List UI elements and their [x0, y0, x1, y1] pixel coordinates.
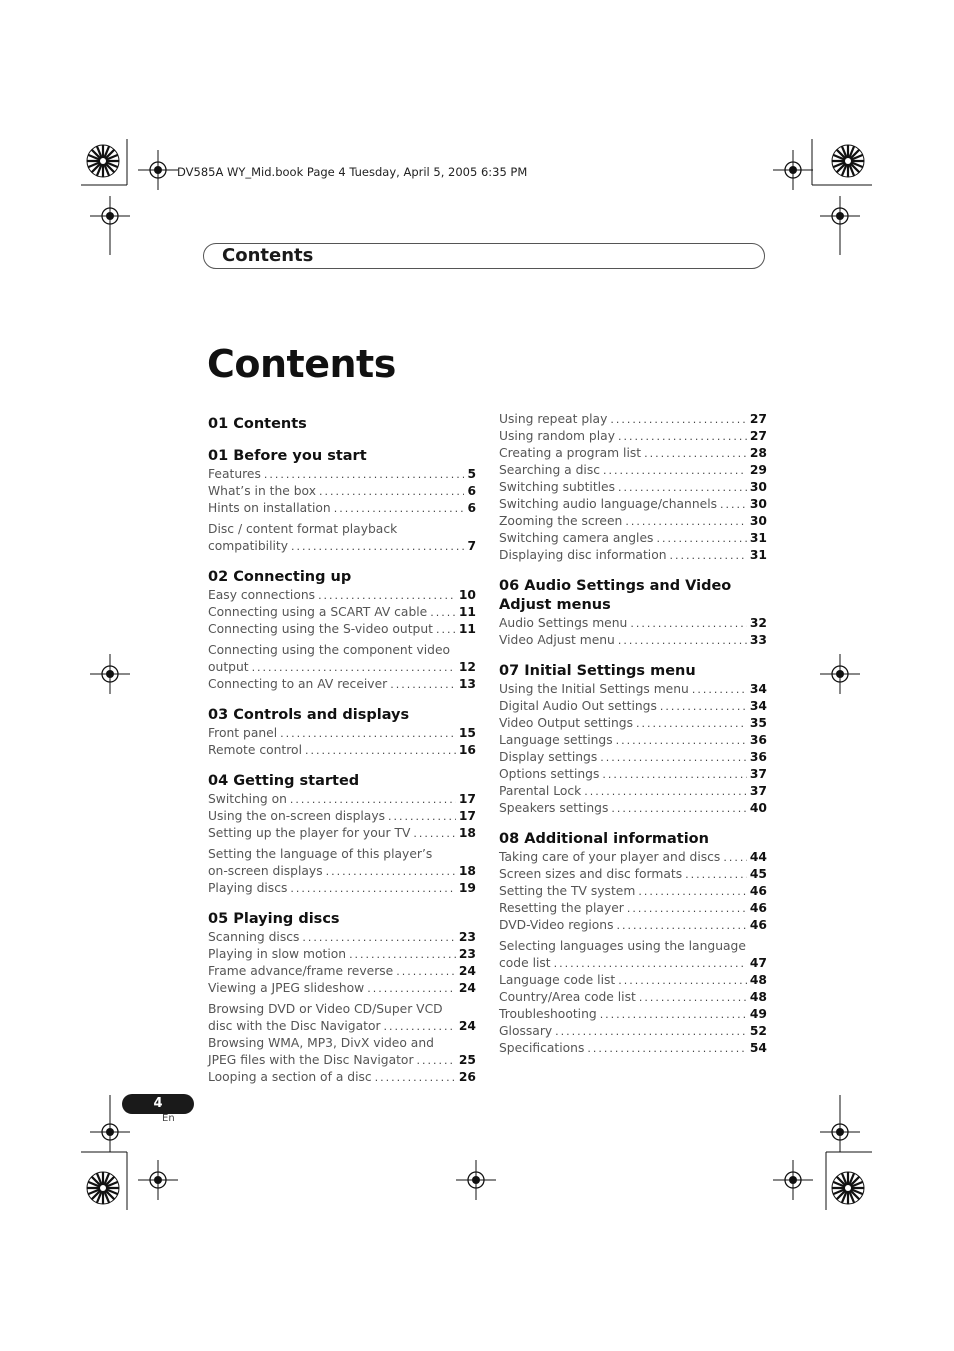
- toc-entry-text: Specifications: [499, 1041, 585, 1055]
- section-title: 02 Connecting up: [208, 569, 352, 585]
- leader-dots: [644, 445, 747, 462]
- leader-dots: [413, 825, 455, 842]
- toc-entry[interactable]: [499, 1006, 767, 1023]
- toc-entry-text: Easy connections: [208, 588, 316, 602]
- toc-entry[interactable]: [499, 849, 767, 866]
- leader-dots: [600, 1006, 747, 1023]
- toc-entry-text: Zooming the screen: [499, 514, 623, 528]
- toc-entry[interactable]: [208, 676, 476, 693]
- toc-entry[interactable]: [499, 698, 767, 715]
- leader-dots: [388, 808, 456, 825]
- toc-page-number: 24: [458, 1019, 476, 1033]
- toc-entry-text: Using the Initial Settings menu: [499, 682, 689, 696]
- leader-dots: [720, 496, 747, 513]
- toc-entry[interactable]: [499, 496, 767, 513]
- toc-entry[interactable]: [499, 615, 767, 632]
- toc-page-number: 28: [749, 446, 767, 460]
- toc-entry[interactable]: [499, 800, 767, 817]
- toc-page-number: 46: [749, 901, 767, 915]
- toc-entry-text: Frame advance/frame reverse: [208, 964, 394, 978]
- toc-entry[interactable]: [208, 980, 476, 997]
- leader-dots: [430, 604, 456, 621]
- leader-dots: [280, 725, 456, 742]
- toc-entry-text: Playing in slow motion: [208, 947, 347, 961]
- toc-entry-text: Connecting to an AV receiver: [208, 677, 388, 691]
- toc-entry[interactable]: [208, 483, 476, 500]
- toc-entry-text: on-screen displays: [208, 864, 323, 878]
- toc-page-number: 37: [749, 767, 767, 781]
- toc-page-number: 46: [749, 918, 767, 932]
- toc-entry-text: Setting the TV system: [499, 884, 636, 898]
- toc-entry-text: Connecting using the S-video output: [208, 622, 433, 636]
- toc-entry[interactable]: [208, 825, 476, 842]
- leader-dots: [723, 849, 747, 866]
- toc-entry[interactable]: [499, 783, 767, 800]
- leader-dots: [396, 963, 456, 980]
- toc-entry-text: Switching audio language/channels: [499, 497, 718, 511]
- leader-dots: [617, 917, 747, 934]
- toc-entry[interactable]: [208, 466, 476, 483]
- toc-entry[interactable]: [208, 604, 476, 621]
- leader-dots: [685, 866, 747, 883]
- leader-dots: [291, 538, 464, 555]
- toc-entry-text: Using repeat play: [499, 412, 608, 426]
- toc-left-column: [208, 411, 476, 1099]
- leader-dots: [264, 466, 465, 483]
- toc-entry-text: Using the on-screen displays: [208, 809, 386, 823]
- toc-right-column: [499, 411, 767, 1070]
- leader-dots: [602, 766, 746, 783]
- toc-entry-text: Language settings: [499, 733, 613, 747]
- leader-dots: [555, 1023, 747, 1040]
- toc-page-number: 26: [458, 1070, 476, 1084]
- toc-page-number: 32: [749, 616, 767, 630]
- toc-entry[interactable]: [208, 742, 476, 759]
- toc-entry-text: Screen sizes and disc formats: [499, 867, 683, 881]
- toc-entry[interactable]: [208, 946, 476, 963]
- toc-page-number: 36: [749, 750, 767, 764]
- toc-entry[interactable]: [499, 428, 767, 445]
- toc-entry-line: Connecting using the component video: [208, 643, 451, 657]
- toc-entry-text: Features: [208, 467, 261, 481]
- page-language: En: [162, 1113, 175, 1124]
- section-title: 01 Before you start: [208, 448, 367, 464]
- toc-entry[interactable]: [208, 929, 476, 946]
- toc-page-number: 17: [458, 792, 476, 806]
- toc-page-number: 54: [749, 1041, 767, 1055]
- toc-entry-text: output: [208, 660, 249, 674]
- toc-page-number: 13: [458, 677, 476, 691]
- toc-entry-text: Scanning discs: [208, 930, 300, 944]
- toc-page-number: 16: [458, 743, 476, 757]
- toc-section: [499, 411, 767, 564]
- toc-entry-line: Browsing WMA, MP3, DivX video and: [208, 1036, 434, 1050]
- toc-entry[interactable]: [208, 587, 476, 604]
- toc-page-number: 33: [749, 633, 767, 647]
- section-title: 01 Contents: [208, 416, 307, 432]
- toc-page-number: 48: [749, 973, 767, 987]
- toc-entry[interactable]: [499, 715, 767, 732]
- leader-dots: [318, 587, 456, 604]
- leader-dots: [611, 800, 747, 817]
- toc-entry[interactable]: [499, 479, 767, 496]
- toc-entry-text: Digital Audio Out settings: [499, 699, 657, 713]
- toc-entry-text: JPEG files with the Disc Navigator: [208, 1053, 414, 1067]
- toc-entry-text: Parental Lock: [499, 784, 582, 798]
- toc-page-number: 29: [749, 463, 767, 477]
- toc-entry-text: Options settings: [499, 767, 600, 781]
- toc-entry-text: Viewing a JPEG slideshow: [208, 981, 365, 995]
- section-title: 05 Playing discs: [208, 911, 340, 927]
- leader-dots: [302, 929, 455, 946]
- leader-dots: [627, 900, 747, 917]
- leader-dots: [603, 462, 747, 479]
- toc-entry[interactable]: [208, 880, 476, 897]
- toc-page-number: 47: [749, 956, 767, 970]
- toc-page-number: 31: [749, 548, 767, 562]
- toc-entry-text: Switching subtitles: [499, 480, 616, 494]
- leader-dots: [618, 972, 747, 989]
- leader-dots: [305, 742, 456, 759]
- print-header: DV585A WY_Mid.book Page 4 Tuesday, April 5, 2005 6:35 PM: [177, 165, 528, 179]
- leader-dots: [390, 676, 456, 693]
- toc-entry-text: Speakers settings: [499, 801, 609, 815]
- toc-entry-text: Video Output settings: [499, 716, 634, 730]
- toc-entry-text: Switching camera angles: [499, 531, 654, 545]
- toc-entry-line: Setting the language of this player’s: [208, 847, 433, 861]
- toc-entry[interactable]: [499, 462, 767, 479]
- leader-dots: [290, 791, 456, 808]
- leader-dots: [618, 479, 747, 496]
- toc-page-number: 24: [458, 964, 476, 978]
- toc-entry[interactable]: [208, 659, 476, 676]
- toc-page-number: 25: [458, 1053, 476, 1067]
- toc-entry[interactable]: [499, 989, 767, 1006]
- toc-page-number: 36: [749, 733, 767, 747]
- toc-page-number: 27: [749, 412, 767, 426]
- toc-entry[interactable]: [499, 900, 767, 917]
- toc-page-number: 12: [458, 660, 476, 674]
- toc-entry[interactable]: [499, 917, 767, 934]
- section-title: 03 Controls and displays: [208, 707, 410, 723]
- toc-entry-line: Browsing DVD or Video CD/Super VCD: [208, 1002, 443, 1016]
- toc-entry[interactable]: [499, 632, 767, 649]
- toc-entry[interactable]: [208, 725, 476, 742]
- toc-entry-text: Language code list: [499, 973, 616, 987]
- toc-page-number: 40: [749, 801, 767, 815]
- toc-entry-text: Looping a section of a disc: [208, 1070, 372, 1084]
- leader-dots: [638, 883, 747, 900]
- toc-entry[interactable]: [499, 681, 767, 698]
- toc-entry-text: Playing discs: [208, 881, 288, 895]
- toc-entry-text: Audio Settings menu: [499, 616, 628, 630]
- leader-dots: [367, 980, 456, 997]
- toc-entry-text: What’s in the box: [208, 484, 316, 498]
- leader-dots: [656, 530, 746, 547]
- leader-dots: [660, 698, 747, 715]
- leader-dots: [319, 483, 464, 500]
- leader-dots: [554, 955, 747, 972]
- banner-title: Contents: [222, 245, 314, 266]
- toc-page-number: 48: [749, 990, 767, 1004]
- leader-dots: [600, 749, 747, 766]
- leader-dots: [618, 632, 747, 649]
- toc-entry-text: Connecting using a SCART AV cable: [208, 605, 428, 619]
- toc-section: [499, 662, 767, 817]
- toc-entry[interactable]: [208, 863, 476, 880]
- toc-page-number: 7: [467, 539, 476, 553]
- toc-entry[interactable]: [499, 766, 767, 783]
- toc-page-number: 30: [749, 514, 767, 528]
- toc-entry-line: Selecting languages using the language: [499, 939, 746, 953]
- toc-entry[interactable]: [499, 411, 767, 428]
- toc-section: [208, 772, 476, 897]
- toc-entry[interactable]: [499, 866, 767, 883]
- toc-page-number: 46: [749, 884, 767, 898]
- toc-page-number: 11: [458, 605, 476, 619]
- toc-entry-text: compatibility: [208, 539, 288, 553]
- toc-page-number: 5: [467, 467, 476, 481]
- toc-entry[interactable]: [499, 530, 767, 547]
- toc-entry-text: Switching on: [208, 792, 287, 806]
- toc-page-number: 24: [458, 981, 476, 995]
- toc-entry-line: Disc / content format playback: [208, 522, 398, 536]
- section-title: 07 Initial Settings menu: [499, 663, 696, 679]
- toc-section: [208, 415, 476, 434]
- toc-page-number: 19: [458, 881, 476, 895]
- leader-dots: [417, 1052, 456, 1069]
- toc-section: [208, 910, 476, 1086]
- leader-dots: [630, 615, 747, 632]
- toc-page-number: 34: [749, 699, 767, 713]
- toc-page-number: 15: [458, 726, 476, 740]
- leader-dots: [616, 732, 747, 749]
- toc-page-number: 11: [458, 622, 476, 636]
- toc-section: [499, 577, 767, 649]
- toc-entry[interactable]: [499, 1040, 767, 1057]
- toc-section: [208, 568, 476, 693]
- toc-page-number: 17: [458, 809, 476, 823]
- toc-page-number: 18: [458, 826, 476, 840]
- section-title: 08 Additional information: [499, 831, 709, 847]
- leader-dots: [625, 513, 747, 530]
- toc-entry-text: Hints on installation: [208, 501, 331, 515]
- toc-entry[interactable]: [208, 1069, 476, 1086]
- toc-page-number: 23: [458, 947, 476, 961]
- toc-section: [499, 830, 767, 1057]
- toc-page-number: 35: [749, 716, 767, 730]
- toc-entry[interactable]: [208, 538, 476, 555]
- leader-dots: [326, 863, 456, 880]
- toc-page-number: 30: [749, 497, 767, 511]
- leader-dots: [636, 715, 747, 732]
- leader-dots: [587, 1040, 747, 1057]
- leader-dots: [639, 989, 747, 1006]
- toc-entry-text: Glossary: [499, 1024, 553, 1038]
- toc-entry[interactable]: [499, 1023, 767, 1040]
- toc-page-number: 18: [458, 864, 476, 878]
- leader-dots: [692, 681, 747, 698]
- leader-dots: [670, 547, 747, 564]
- toc-entry[interactable]: [208, 963, 476, 980]
- toc-page-number: 10: [458, 588, 476, 602]
- toc-entry[interactable]: [499, 732, 767, 749]
- toc-entry[interactable]: [499, 513, 767, 530]
- leader-dots: [349, 946, 456, 963]
- toc-entry[interactable]: [208, 621, 476, 638]
- toc-section: [208, 447, 476, 555]
- leader-dots: [436, 621, 456, 638]
- toc-entry-text: Troubleshooting: [499, 1007, 597, 1021]
- toc-section: [208, 706, 476, 759]
- toc-entry-text: Display settings: [499, 750, 598, 764]
- toc-page-number: 31: [749, 531, 767, 545]
- toc-page-number: 44: [749, 850, 767, 864]
- toc-page-number: 27: [749, 429, 767, 443]
- toc-entry[interactable]: [499, 445, 767, 462]
- toc-entry-text: Resetting the player: [499, 901, 624, 915]
- page-title: Contents: [207, 342, 396, 386]
- toc-page-number: 6: [467, 501, 476, 515]
- toc-entry-text: Taking care of your player and discs: [499, 850, 721, 864]
- toc-page-number: 30: [749, 480, 767, 494]
- leader-dots: [290, 880, 456, 897]
- toc-entry[interactable]: [499, 547, 767, 564]
- toc-entry[interactable]: [208, 500, 476, 517]
- toc-page-number: 49: [749, 1007, 767, 1021]
- toc-entry[interactable]: [208, 791, 476, 808]
- leader-dots: [618, 428, 747, 445]
- toc-entry-text: Country/Area code list: [499, 990, 636, 1004]
- toc-entry-text: Searching a disc: [499, 463, 601, 477]
- leader-dots: [252, 659, 456, 676]
- toc-page-number: 23: [458, 930, 476, 944]
- leader-dots: [384, 1018, 456, 1035]
- toc-page-number: 37: [749, 784, 767, 798]
- leader-dots: [375, 1069, 456, 1086]
- toc-entry[interactable]: [208, 808, 476, 825]
- leader-dots: [584, 783, 747, 800]
- section-title: 06 Audio Settings and Video Adjust menus: [499, 578, 732, 613]
- toc-entry-text: Front panel: [208, 726, 278, 740]
- toc-page-number: 34: [749, 682, 767, 696]
- toc-entry[interactable]: [499, 972, 767, 989]
- toc-entry-text: Video Adjust menu: [499, 633, 615, 647]
- toc-entry-text: Using random play: [499, 429, 615, 443]
- toc-entry[interactable]: [208, 1052, 476, 1069]
- toc-entry-text: disc with the Disc Navigator: [208, 1019, 381, 1033]
- toc-entry[interactable]: [499, 883, 767, 900]
- page-number-badge: 4: [122, 1094, 194, 1114]
- toc-entry-text: Displaying disc information: [499, 548, 667, 562]
- toc-page-number: 6: [467, 484, 476, 498]
- toc-page-number: 52: [749, 1024, 767, 1038]
- leader-dots: [610, 411, 747, 428]
- toc-entry-text: DVD-Video regions: [499, 918, 614, 932]
- toc-entry[interactable]: [499, 749, 767, 766]
- section-title: 04 Getting started: [208, 773, 360, 789]
- leader-dots: [334, 500, 465, 517]
- toc-entry-text: Creating a program list: [499, 446, 642, 460]
- toc-entry[interactable]: [208, 1018, 476, 1035]
- toc-entry-text: code list: [499, 956, 551, 970]
- toc-entry-text: Setting up the player for your TV: [208, 826, 411, 840]
- toc-entry-text: Remote control: [208, 743, 302, 757]
- toc-page-number: 45: [749, 867, 767, 881]
- toc-entry[interactable]: [499, 955, 767, 972]
